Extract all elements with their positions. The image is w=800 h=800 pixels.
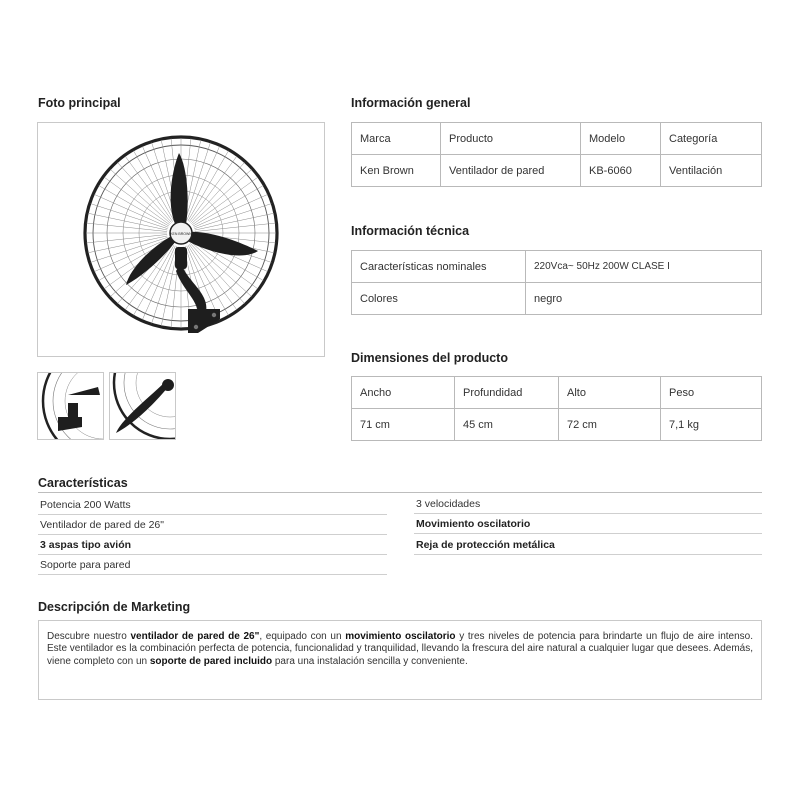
technical-value: 220Vca~ 50Hz 200W CLASE I [526, 251, 762, 283]
feature-item: Potencia 200 Watts [38, 495, 387, 515]
width-value: 71 cm [352, 409, 455, 441]
marketing-description [38, 620, 762, 700]
thumbnail-1[interactable] [37, 372, 104, 440]
marketing-highlight: ventilador de pared de 26" [130, 631, 260, 642]
general-header-cell: Categoría [661, 123, 762, 155]
features-divider [38, 492, 762, 493]
dimension-header-cell: Ancho [352, 377, 455, 409]
technical-info-table [351, 250, 762, 315]
weight-value: 7,1 kg [661, 409, 762, 441]
fan-detail-image-1 [38, 373, 103, 439]
feature-item: 3 aspas tipo avión [38, 535, 387, 555]
marketing-highlight: soporte de pared incluido [149, 655, 273, 667]
fan-blades [126, 153, 258, 285]
dimensions-header-row [352, 377, 762, 409]
dimensions-value-row [352, 409, 762, 441]
cage-spoke [188, 245, 229, 315]
cage-spoke [193, 186, 263, 227]
dimension-header-cell: Peso [661, 377, 762, 409]
brand-badge: KEN BROWN [170, 232, 192, 236]
technical-label: Características nominales [352, 251, 526, 283]
feature-item: 3 velocidades [414, 494, 762, 514]
technical-label: Colores [352, 283, 526, 315]
marketing-text: , equipado con un [259, 631, 346, 642]
features-section-title: Características [38, 476, 128, 490]
dimension-header-cell: Alto [559, 377, 661, 409]
category-value: Ventilación [661, 155, 762, 187]
main-photo[interactable] [37, 122, 325, 357]
cage-spoke [99, 186, 169, 227]
technical-section-title: Información técnica [351, 224, 470, 238]
technical-row [352, 283, 762, 315]
feature-item: Soporte para pared [38, 555, 387, 575]
photo-section-title: Foto principal [38, 96, 121, 110]
dimensions-table [351, 376, 762, 441]
depth-value: 45 cm [455, 409, 559, 441]
cage-spoke [134, 151, 175, 221]
marketing-highlight: movimiento oscilatorio [345, 631, 456, 642]
general-value-row [352, 155, 762, 187]
marketing-section-title: Descripción de Marketing [38, 600, 191, 614]
feature-item: Movimiento oscilatorio [414, 514, 762, 534]
model-value: KB-6060 [581, 155, 661, 187]
wall-fan-image [38, 123, 324, 356]
product-value: Ventilador de pared [441, 155, 581, 187]
feature-item: Ventilador de pared de 26" [38, 515, 387, 535]
brand-value: Ken Brown [352, 155, 441, 187]
technical-value: negro [526, 283, 762, 315]
technical-row [352, 251, 762, 283]
general-header-cell: Marca [352, 123, 441, 155]
marketing-text: y tres niveles de potencia para brindarte un flujo de aire intenso. Este ventilador es la combinación perfecta de potencia, funcionalidad y tranquilidad, llevando la frescura del aire natural a cualquier lugar que desees. Además, viene completo con un [47, 631, 753, 667]
cage-spoke [188, 151, 229, 221]
dimension-header-cell: Profundidad [455, 377, 559, 409]
general-header-row [352, 123, 762, 155]
general-info-table [351, 122, 762, 187]
general-header-cell: Producto [441, 123, 581, 155]
marketing-text: Descubre nuestro [47, 631, 131, 642]
dimensions-section-title: Dimensiones del producto [351, 351, 508, 365]
feature-item: Reja de protección metálica [414, 535, 762, 555]
thumbnail-2[interactable] [109, 372, 176, 440]
marketing-text: para una instalación sencilla y conveniente. [272, 655, 468, 667]
general-header-cell: Modelo [581, 123, 661, 155]
general-section-title: Información general [351, 96, 471, 110]
fan-detail-image-2 [110, 373, 175, 439]
height-value: 72 cm [559, 409, 661, 441]
